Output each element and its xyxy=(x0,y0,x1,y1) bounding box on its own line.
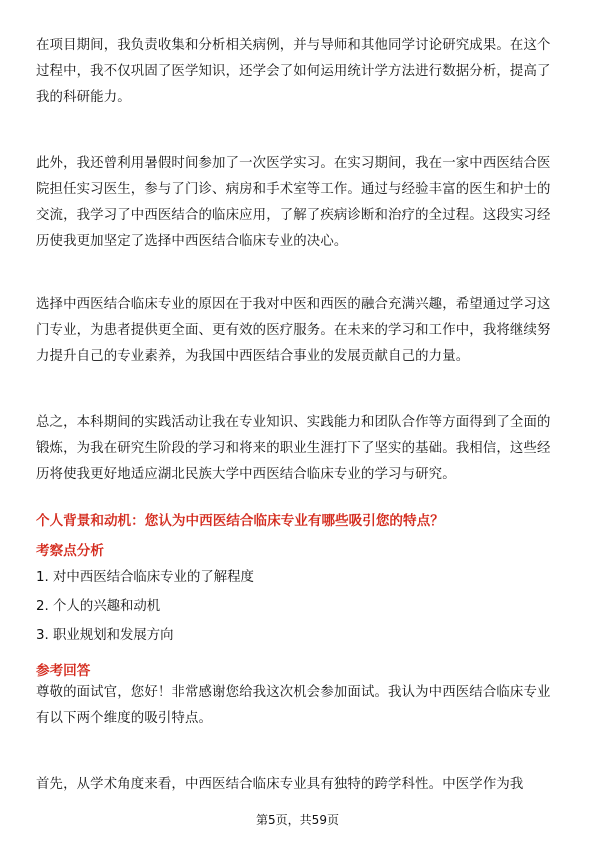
answer-paragraph-intro: 尊敬的面试官，您好！非常感谢您给我这次机会参加面试。我认为中西医结合临床专业有以下两个维度的吸引特点。 xyxy=(36,685,551,726)
analysis-point: 1. 对中西医结合临床专业的了解程度 xyxy=(36,570,254,585)
paragraph-summary: 总之，本科期间的实践活动让我在专业知识、实践能力和团队合作等方面得到了全面的锻炼，为我在研究生阶段的学习和将来的职业生涯打下了坚实的基础。我相信，这些经历将使我更好地适应湖北民族大学中西医结合临床专业的学习与研究。 xyxy=(36,415,551,482)
analysis-point: 2. 个人的兴趣和动机 xyxy=(36,599,161,614)
paragraph-project: 在项目期间，我负责收集和分析相关病例，并与导师和其他同学讨论研究成果。在这个过程中，我不仅巩固了医学知识，还学会了如何运用统计学方法进行数据分析，提高了我的科研能力。 xyxy=(36,38,551,105)
analysis-point: 3. 职业规划和发展方向 xyxy=(36,628,174,643)
answer-heading: 参考回答 xyxy=(36,663,91,679)
question-title: 个人背景和动机：您认为中西医结合临床专业有哪些吸引您的特点？ xyxy=(36,513,444,529)
paragraph-motivation: 选择中西医结合临床专业的原因在于我对中医和西医的融合充满兴趣，希望通过学习这门专业，为患者提供更全面、更有效的医疗服务。在未来的学习和工作中，我将继续努力提升自己的专业素养，为我国中西医结合事业的发展贡献自己的力量。 xyxy=(36,297,551,364)
answer-paragraph-first: 首先，从学术角度来看，中西医结合临床专业具有独特的跨学科性。中医学作为我 xyxy=(36,777,524,792)
page-number-footer: 第5页，共59页 xyxy=(256,813,339,827)
analysis-heading: 考察点分析 xyxy=(36,543,104,559)
paragraph-internship: 此外，我还曾利用暑假时间参加了一次医学实习。在实习期间，我在一家中西医结合医院担任实习医生，参与了门诊、病房和手术室等工作。通过与经验丰富的医生和护士的交流，我学习了中西医结合的临床应用，了解了疾病诊断和治疗的全过程。这段实习经历使我更加坚定了选择中西医结合临床专业的决心。 xyxy=(36,156,551,249)
